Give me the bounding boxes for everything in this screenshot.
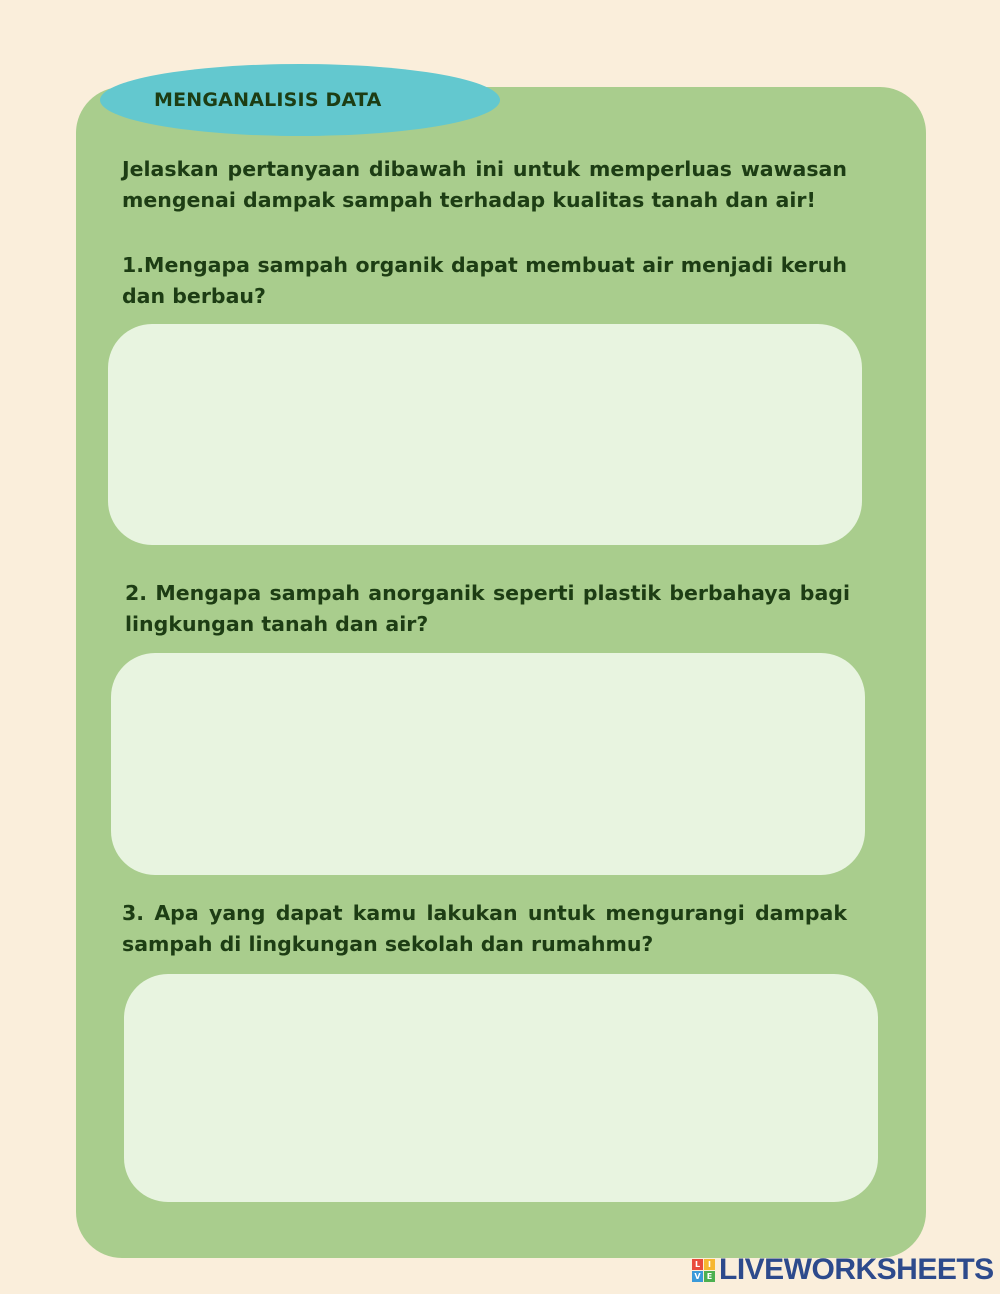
intro-text: Jelaskan pertanyaan dibawah ini untuk memperluas wawasan mengenai dampak sampah terhadap kualitas tanah dan air! [122,157,847,212]
logo-letter-l: L [692,1259,703,1270]
section-title: MENGANALISIS DATA [154,89,382,111]
logo-letter-e: E [704,1271,715,1282]
question-2-text: 2. Mengapa sampah anorganik seperti plastik berbahaya bagi lingkungan tanah dan air? [125,581,850,636]
brand-name: LIVEWORKSHEETS [719,1253,994,1286]
question-1-text: 1.Mengapa sampah organik dapat membuat air menjadi keruh dan berbau? [122,253,847,308]
liveworksheets-brand [692,1255,994,1285]
logo-letter-v: V [692,1271,703,1282]
answer-1-field[interactable] [108,324,862,545]
logo-letter-i: I [704,1259,715,1270]
answer-2-field[interactable] [111,653,865,875]
section-title-badge [100,64,500,136]
question-3-text: 3. Apa yang dapat kamu lakukan untuk mengurangi dampak sampah di lingkungan sekolah dan rumahmu? [122,901,847,956]
liveworksheets-logo-icon [692,1259,715,1282]
answer-3-field[interactable] [124,974,878,1202]
